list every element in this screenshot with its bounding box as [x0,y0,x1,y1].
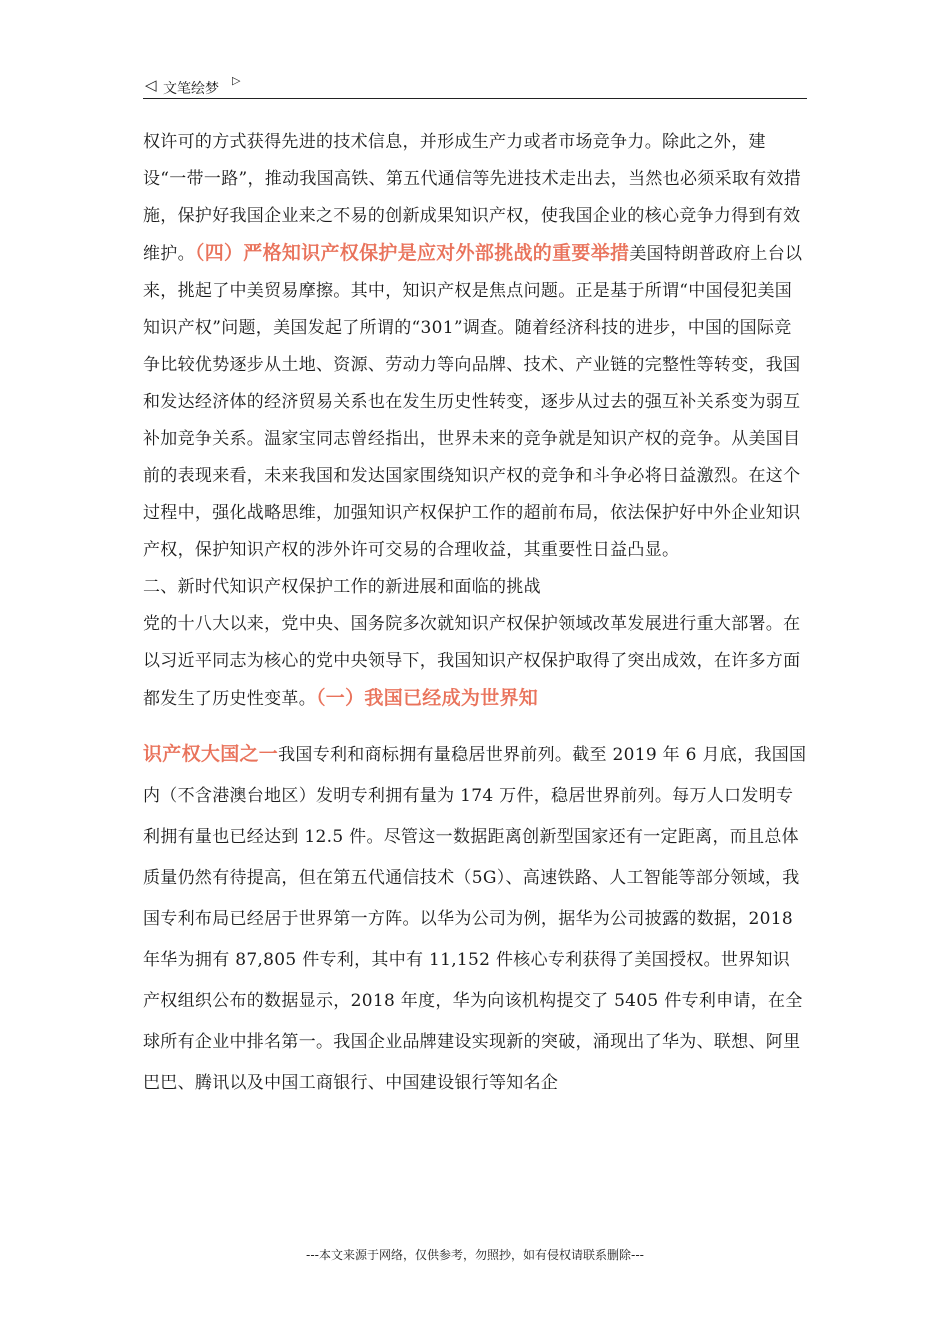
document-body [143,124,807,1104]
paragraph-text: 党的十八大以来，党中央、国务院多次就知识产权保护领域改革发展进行重大部署。在以习近平同志为核心的党中央领导下，我国知识产权保护取得了突出成效，在许多方面都发生了历史性变革。 [143,614,801,709]
page-header [143,72,807,99]
highlight-heading-1-part2: 识产权大国之一 [143,743,279,765]
paragraph-1 [143,124,807,569]
left-triangle-icon: ◁ [145,76,157,94]
right-triangle-icon: ▷ [232,74,241,87]
header-brand-title: 文笔绘梦 [163,81,219,97]
highlight-heading-1-part1: （一）我国已经成为世界知 [316,687,539,709]
paragraph-3 [143,734,807,1104]
page-footer-disclaimer: ---本文来源于网络，仅供参考，勿照抄，如有侵权请联系删除--- [306,1248,644,1262]
paragraph-text: 美国特朗普政府上台以来，挑起了中美贸易摩擦。其中，知识产权是焦点问题。正是基于所谓“中国侵犯美国知识产权”问题，美国发起了所谓的“301”调查。随着经济科技的进步，中国的国际竞争比较优势逐步从土地、资源、劳动力等向品牌、技术、产业链的完整性等转变，我国和发达经济体的经济贸易关系也在发生历史性转变，逐步从过去的强互补关系变为弱互补加竞争关系。温家宝同志曾经指出，世界未来的竞争就是知识产权的竞争。从美国目前的表现来看，未来我国和发达国家围绕知识产权的竞争和斗争必将日益激烈。在这个过程中，强化战略思维，加强知识产权保护工作的超前布局，依法保护好中外企业知识产权，保护知识产权的涉外许可交易的合理收益，其重要性日益凸显。 [143,244,803,560]
paragraph-2 [143,606,807,718]
highlight-heading-4: （四）严格知识产权保护是应对外部挑战的重要举措 [194,242,630,264]
spacer [143,718,807,734]
section-title: 二、新时代知识产权保护工作的新进展和面临的挑战 [143,577,541,597]
paragraph-text: 我国专利和商标拥有量稳居世界前列。截至 2019 年 6 月底，我国国内（不含港澳台地区）发明专利拥有量为 174 万件，稳居世界前列。每万人口发明专利拥有量也已经达到 12.5 件。尽管这一数据距离创新型国家还有一定距离，而且总体质量仍然有待提高，但在第五代通信技术（5G）、高速铁路、人工智能等部分领域，我国专利布局已经居于世界第一方阵。以华为公司为例，据华为公司披露的数据，2018 年华为拥有 87,805 件专利，其中有 11,152 件核心专利获得了美国授权。世界知识产权组织公布的数据显示，2018 年度，华为向该机构提交了 5405 件专利申请，在全球所有企业中排名第一。我国企业品牌建设实现新的突破，涌现出了华为、联想、阿里巴巴、腾讯以及中国工商银行、中国建设银行等知名企 [143,745,807,1093]
paragraph-text: 权许可的方式获得先进的技术信息，并形成生产力或者市场竞争力。除此之外，建设“一带一路”，推动我国高铁、第五代通信等先进技术走出去，当然也必须采取有效措施，保护好我国企业来之不易的创新成果知识产权，使我国企业的核心竞争力得到有效维护。 [143,132,802,264]
